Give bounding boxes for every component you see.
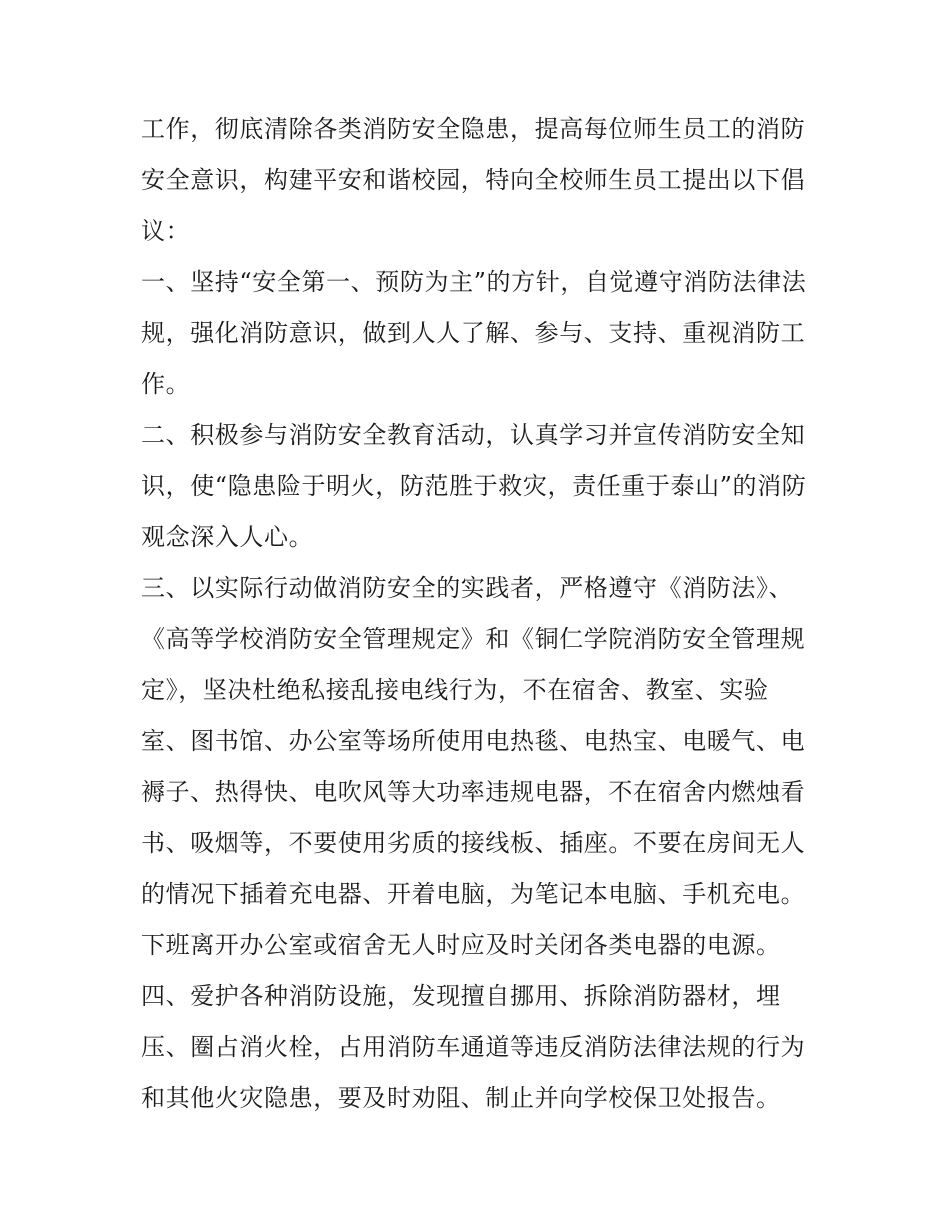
text-line: 下班离开办公室或宿舍无人时应及时关闭各类电器的电源。 (141, 931, 781, 959)
text-line: 规，强化消防意识，做到人人了解、参与、支持、重视消防工 (141, 319, 806, 347)
text-line: 一、坚持“安全第一、预防为主”的方针，自觉遵守消防法律法 (141, 268, 807, 296)
text-line: 压、圈占消火栓，占用消防车通道等违反消防法律法规的行为 (141, 1033, 806, 1061)
text-line: 安全意识，构建平安和谐校园，特向全校师生员工提出以下倡 (141, 166, 806, 194)
text-line: 定》，坚决杜绝私接乱接电线行为，不在宿舍、教室、实验 (141, 676, 769, 704)
text-line: 三、以实际行动做消防安全的实践者，严格遵守《消防法》、 (141, 574, 794, 602)
text-line: 和其他火灾隐患，要及时劝阻、制止并向学校保卫处报告。 (141, 1084, 781, 1112)
text-line: 识，使“隐患险于明火，防范胜于救灾，责任重于泰山”的消防 (141, 472, 807, 500)
text-line: 观念深入人心。 (141, 523, 314, 551)
text-line: 四、爱护各种消防设施，发现擅自挪用、拆除消防器材，埋 (141, 982, 781, 1010)
text-line: 工作，彻底清除各类消防安全隐患，提高每位师生员工的消防 (141, 115, 806, 143)
text-line: 《高等学校消防安全管理规定》和《铜仁学院消防安全管理规 (141, 625, 806, 653)
text-line: 议： (141, 217, 191, 245)
text-line: 室、图书馆、办公室等场所使用电热毯、电热宝、电暖气、电 (141, 727, 806, 755)
text-line: 二、积极参与消防安全教育活动，认真学习并宣传消防安全知 (141, 421, 806, 449)
text-line: 作。 (141, 370, 191, 398)
text-line: 书、吸烟等，不要使用劣质的接线板、插座。不要在房间无人 (141, 829, 806, 857)
text-line: 褥子、热得快、电吹风等大功率违规电器，不在宿舍内燃烛看 (141, 778, 806, 806)
text-line: 的情况下插着充电器、开着电脑，为笔记本电脑、手机充电。 (141, 880, 806, 908)
